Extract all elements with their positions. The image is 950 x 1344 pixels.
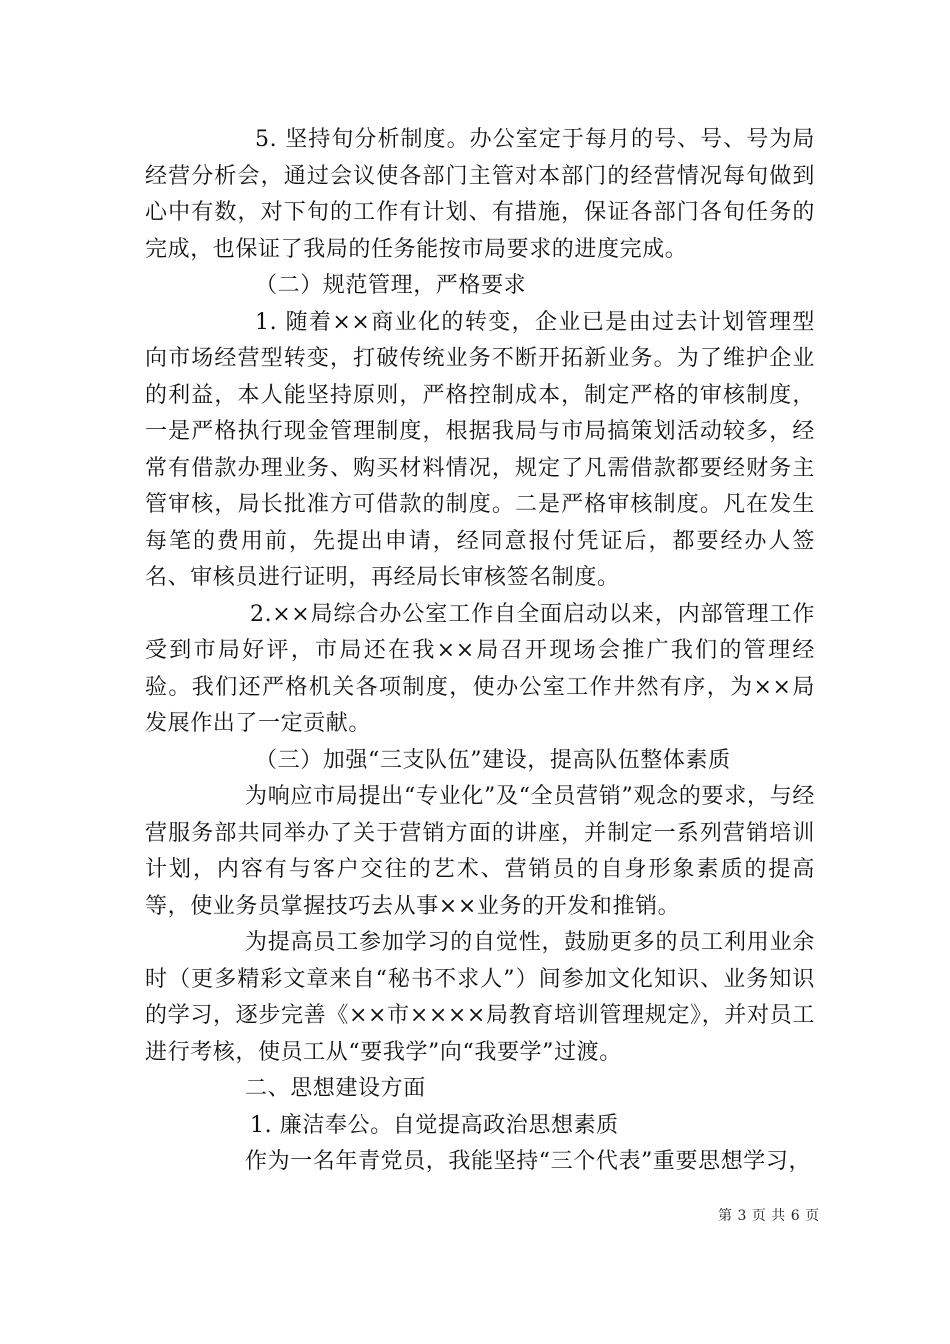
paragraph-office-management: 2.××局综合办公室工作自全面启动以来，内部管理工作受到市局好评，市局还在我××局召开现场会推广我们的管理经验。我们还严格机关各项制度，使办公室工作井然有序，为××局发展作出了一定贡献。 bbox=[145, 601, 815, 736]
subheading-integrity: 1. 廉洁奉公。自觉提高政治思想素质 bbox=[250, 1112, 619, 1138]
section-heading-three-teams: （三）加强“三支队伍”建设，提高队伍整体素质 bbox=[255, 747, 731, 773]
paragraph-marketing-training: 为响应市局提出“专业化”及“全员营销”观念的要求，与经营服务部共同举办了关于营销方面的讲座，并制定一系列营销培训计划，内容有与客户交往的艺术、营销员的自身形象素质的提高等，使业务员掌握技巧去从事××业务的开发和推销。 bbox=[145, 784, 815, 919]
paragraph-party-member: 作为一名年青党员，我能坚持“三个代表”重要思想学习， bbox=[245, 1149, 812, 1174]
paragraph-commercialization: 1. 随着××商业化的转变，企业已是由过去计划管理型向市场经营型转变，打破传统业务不断开拓新业务。为了维护企业的利益，本人能坚持原则，严格控制成本，制定严格的审核制度，一是严格执行现金管理制度，根据我局与市局搞策划活动较多，经常有借款办理业务、购买材料情况，规定了凡需借款都要经财务主管审核，局长批准方可借款的制度。二是严格审核制度。凡在发生每笔的费用前，先提出申请，经同意报付凭证后，都要经办人签名、审核员进行证明，再经局长审核签名制度。 bbox=[145, 309, 815, 590]
document-body bbox=[145, 122, 815, 1181]
paragraph-staff-learning: 为提高员工参加学习的自觉性，鼓励更多的员工利用业余时（更多精彩文章来自“秘书不求人”）间参加文化知识、业务知识的学习，逐步完善《××市××××局教育培训管理规定》，并对员工进行考核，使员工从“要我学”向“我要学”过渡。 bbox=[145, 930, 815, 1065]
page-number-footer: 第 3 页 共 6 页 bbox=[718, 1208, 820, 1224]
section-heading-standardized-management: （二）规范管理，严格要求 bbox=[255, 273, 527, 298]
section-heading-ideological-building: 二、思想建设方面 bbox=[245, 1076, 426, 1101]
paragraph-ten-day-analysis: 5. 坚持旬分析制度。办公室定于每月的号、号、号为局经营分析会，通过会议使各部门主管对本部门的经营情况每旬做到心中有数，对下旬的工作有计划、有措施，保证各部门各旬任务的完成，也保证了我局的任务能按市局要求的进度完成。 bbox=[145, 127, 815, 262]
